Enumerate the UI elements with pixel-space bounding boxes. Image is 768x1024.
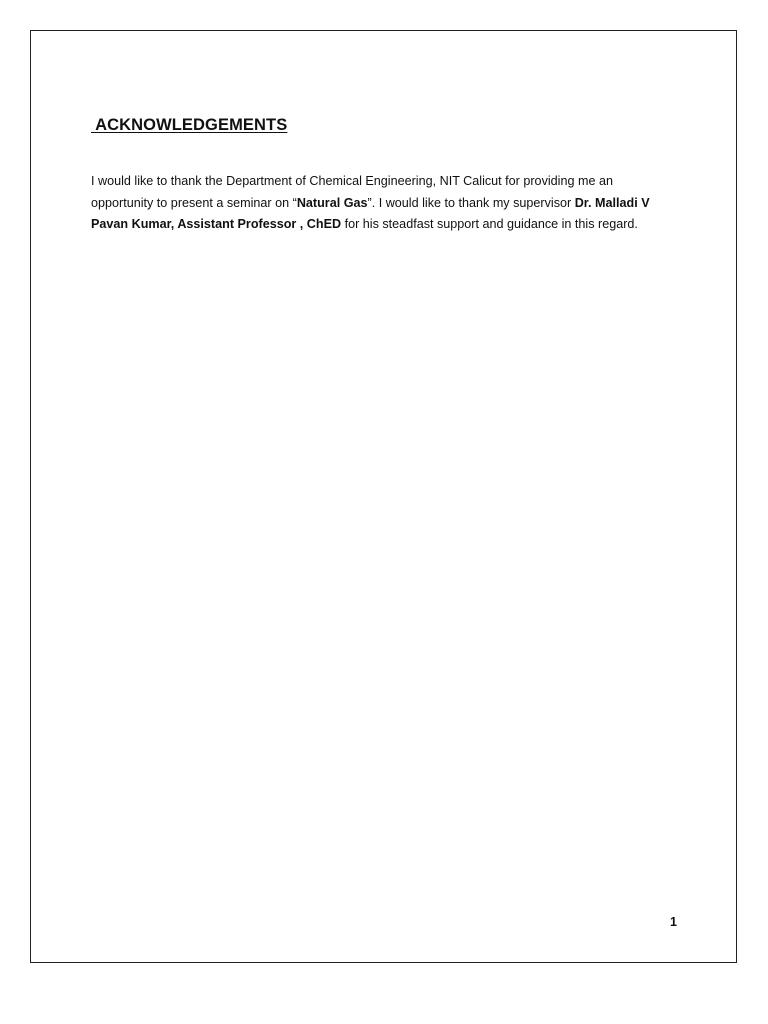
- seminar-topic: Natural Gas: [296, 195, 368, 210]
- paragraph-text-2: ”. I would like to thank my supervisor: [367, 195, 575, 210]
- page-border: [30, 30, 737, 963]
- supervisor-name: Dr. Malladi V Pavan Kumar, Assistant Professor , ChED: [91, 195, 650, 231]
- acknowledgement-paragraph: [91, 171, 671, 236]
- paragraph-text-1: I would like to thank the Department of Chemical Engineering, NIT Calicut for providing me an opportunity to present a seminar on “: [91, 174, 613, 210]
- acknowledgements-heading: ACKNOWLEDGEMENTS: [91, 116, 288, 134]
- paragraph-text-3: for his steadfast support and guidance in this regard.: [341, 217, 638, 231]
- page-number: 1: [670, 915, 677, 929]
